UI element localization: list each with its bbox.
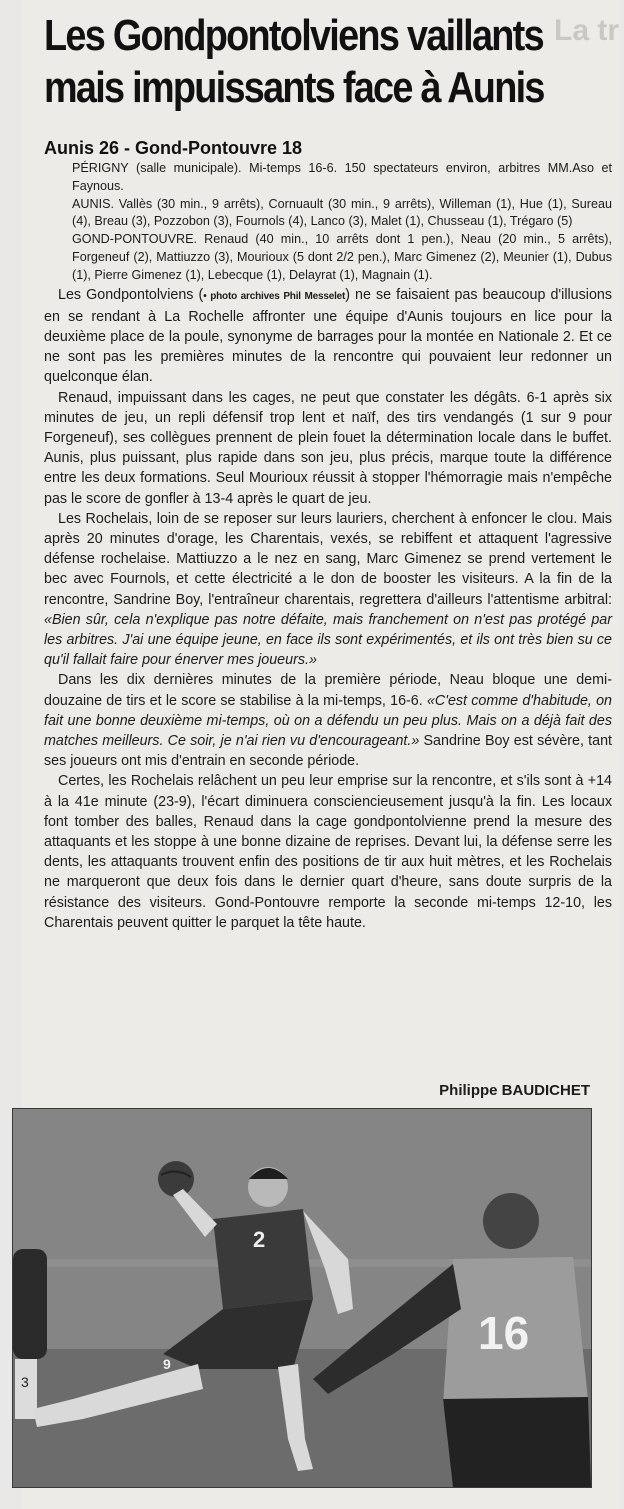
aunis-lineup: AUNIS. Vallès (30 min., 9 arrêts), Cornuault (30 min., 9 arrêts), Willeman (1), Hue (1), Sureau (4), Breau (3), Pozzobon (3), Fournols (4), Lanco (3), Malet (1), Chusseau (1), Trégaro (5) — [72, 196, 612, 229]
article-body — [44, 160, 612, 933]
paragraph-3-text: Les Rochelais, loin de se reposer sur leurs lauriers, cherchent à enfoncer le clou. Mais après 20 minutes d'orage, les Charentais, vexés, se rebiffent et attaquent l'agressive défense rochelaise. Mattiuzzo a le nez en sang, Marc Gimenez se prend vertement le bec avec Fournols, et cette électricité a le don de booster les visiteurs. A la fin de la rencontre, Sandrine Boy, l'entraîneur charentais, regrettera d'ailleurs l'attentisme arbitral: — [44, 510, 612, 608]
paragraph-4-quote: «C'est comme d'habitude, on fait une bonne deuxième mi-temps, où on a défendu un peu plus. Mais on a déjà fait des matches meilleurs. Ce soir, je n'ai rien vu d'encourageant.» — [44, 692, 613, 750]
paragraph-4 — [44, 670, 612, 771]
jersey-number-right: 16 — [478, 1307, 530, 1359]
paragraph-1 — [44, 285, 612, 388]
paragraph-1-rest: ) ne se faisaient pas beaucoup d'illusions en se rendant à La Rochelle affronter une équipe d'Aunis toujours en lice pour la deuxième place de la poule, synonyme de barrages pour la montée en Nationale 2. Et ce ne sont pas les premières minutes de la rencontre qui pouvaient leur redonner un quelconque élan. — [44, 286, 612, 386]
photo-credit: • photo archives Phil Messelet — [203, 290, 346, 302]
headline — [44, 10, 544, 114]
match-photo — [12, 1108, 592, 1488]
ball-icon — [158, 1161, 194, 1197]
score-line: Aunis 26 - Gond-Pontouvre 18 — [44, 138, 303, 158]
adjacent-headline-fragment: La tr — [554, 14, 620, 47]
paragraph-4-text: Dans les dix dernières minutes de la première période, Neau bloque une demi-douzaine de tirs et le score se stabilise à la mi-temps, 16-6. — [44, 672, 612, 709]
byline: Philippe BAUDICHET — [439, 1082, 590, 1099]
gond-lineup: GOND-PONTOUVRE. Renaud (40 min., 10 arrêts dont 1 pen.), Neau (20 min., 5 arrêts), Forgeneuf (2), Mattiuzzo (3), Mourioux (5 dont 2/2 pen.), Marc Gimenez (2), Meunier (1), Dubus (1), Pierre Gimenez (1), Lebecque (1), Delayrat (1), Magnain (1). — [72, 232, 612, 282]
paragraph-3 — [44, 509, 612, 671]
paragraph-4-end: Sandrine Boy est sévère, tant ses joueurs ont mis d'entrain en seconde période. — [44, 733, 613, 770]
headline-line-1: Les Gondpontolviens vaillants — [44, 11, 543, 60]
match-venue: PÉRIGNY (salle municipale). Mi-temps 16-6. 150 spectateurs environ, arbitres MM.Aso et Faynous. — [72, 161, 612, 193]
paragraph-5: Certes, les Rochelais relâchent un peu leur emprise sur la rencontre, et s'ils sont à +14 à la 41e minute (23-9), l'écart diminuera consciencieusement jusqu'à la fin. Les locaux font tomber des balles, Renaud dans la cage gondpontolvienne prend la mesure des attaquants et les stoppe à une bonne dizaine de reprises. Devant lui, la défense serre les dents, les attaquants trouvent enfin des positions de tir aux huit mètres, et les Rochelais ne marqueront que deux fois dans le dernier quart d'heure, sans doute surpris de la résistance des visiteurs. Gond-Pontouvre remporte la seconde mi-temps 12-10, les Charentais peuvent quitter le parquet la tête haute. — [44, 773, 612, 931]
paragraph-1-start: Les Gondpontolviens ( — [58, 286, 204, 303]
paragraph-3-quote: «Bien sûr, cela n'explique pas notre défaite, mais franchement on n'est pas protégé par les arbitres. J'ai une équipe jeune, en face ils sont expérimentés, et ils ont très bien su ce qu'il fallait faire pour énerver mes joueurs.» — [44, 611, 612, 669]
headline-line-2: mais impuissants face à Aunis — [44, 63, 544, 112]
paragraph-2: Renaud, impuissant dans les cages, ne peut que constater les dégâts. 6-1 après six minutes de jeu, un repli défensif trop lent et naïf, des tirs vendangés (1 sur 9 pour Forgeneuf), ses collègues prennent de plein fouet la détermination locale dans le buffet. Aunis, plus puissant, plus rapide dans son jeu, plus précis, marque toute la différence entre les deux formations. Seul Mourioux réussit à stopper l'hémorragie mais n'empêche pas le score de gonfler à 13-4 après le quart de jeu. — [44, 389, 612, 507]
shorts-number-left: 9 — [163, 1356, 171, 1372]
handball-scene — [13, 1109, 591, 1487]
edge-number: 3 — [21, 1374, 29, 1390]
jersey-number-left: 2 — [253, 1227, 266, 1252]
